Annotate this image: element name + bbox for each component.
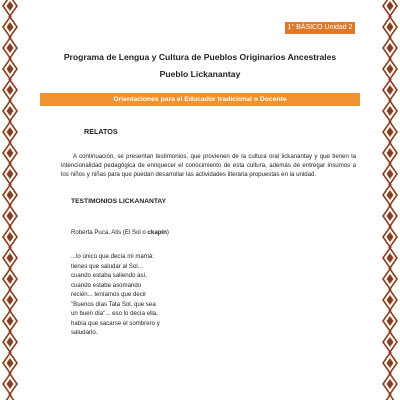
border-diamond-center <box>387 127 394 137</box>
border-diamond-center <box>387 22 394 32</box>
border-diamond-center <box>7 169 14 179</box>
border-diamond-center <box>7 106 14 116</box>
border-diamond-center <box>387 43 394 53</box>
border-diamond-center <box>387 211 394 221</box>
border-diamond-center <box>387 106 394 116</box>
border-diamond-center <box>387 358 394 368</box>
testimony-author <box>71 229 169 236</box>
border-diamond-center <box>7 379 14 389</box>
author-bold: ckapin <box>147 229 167 236</box>
border-diamond <box>3 395 17 400</box>
border-diamond-center <box>7 211 14 221</box>
border-diamond-center <box>387 274 394 284</box>
decorative-border-left <box>0 0 20 400</box>
section-heading: RELATOS <box>84 127 118 136</box>
border-diamond-center <box>7 274 14 284</box>
border-diamond-center <box>7 148 14 158</box>
border-diamond-center <box>387 232 394 242</box>
border-diamond-center <box>387 253 394 263</box>
document-subtitle: Pueblo Lickanantay <box>159 69 241 79</box>
border-diamond-center <box>7 127 14 137</box>
document-title: Programa de Lengua y Cultura de Pueblos Originarios Ancestrales <box>63 52 337 62</box>
border-diamond-center <box>7 316 14 326</box>
testimony-quote: ...lo único que decía mi mamá: tienes que saludar al Sol... cuando estaba saliendo así, cuando estabe asomando recién... teníamos que decir "Buenos días Tata Sol, que sea un buen día"... eso lo decía ella, había que sacarse el sombrero y saludarlo. <box>71 253 160 336</box>
author-prefix: Roberta Puca, Alis (El Sol o <box>71 229 148 236</box>
border-diamond-center <box>387 169 394 179</box>
border-diamond-center <box>7 253 14 263</box>
border-diamond-center <box>7 232 14 242</box>
section-banner: Orientaciones para el Educador tradicional o Docente <box>40 93 360 106</box>
border-diamond-center <box>387 148 394 158</box>
border-diamond-center <box>7 43 14 53</box>
border-diamond-center <box>7 337 14 347</box>
border-diamond-center <box>387 64 394 74</box>
border-diamond-center <box>387 1 394 11</box>
border-diamond <box>383 395 397 400</box>
border-diamond-center <box>7 358 14 368</box>
author-suffix: ) <box>166 229 169 236</box>
border-diamond-center <box>7 1 14 11</box>
border-diamond-center <box>7 295 14 305</box>
border-diamond-center <box>387 295 394 305</box>
border-diamond-center <box>7 64 14 74</box>
border-diamond-center <box>387 85 394 95</box>
subsection-heading: TESTIMONIOS LICKANANTAY <box>71 198 167 205</box>
border-diamond-center <box>7 22 14 32</box>
border-diamond-center <box>7 85 14 95</box>
border-diamond-center <box>387 316 394 326</box>
border-diamond-center <box>387 337 394 347</box>
border-diamond-center <box>7 190 14 200</box>
border-diamond-center <box>387 190 394 200</box>
intro-paragraph: A continuación, se presentan testimonios, que provienen de la cultura oral lickanantay y que tienen la intencionalidad pedagógica de enriquecer el conocimiento de esta cultura, además de entregar insumos a los niños y niñas para que puedan desarrollar las actividades literaria propuestas en la unidad. <box>61 153 356 178</box>
border-diamond-center <box>387 379 394 389</box>
decorative-border-right <box>380 0 400 400</box>
grade-unit-badge: 1° BÁSICO Unidad 2 <box>285 22 355 34</box>
